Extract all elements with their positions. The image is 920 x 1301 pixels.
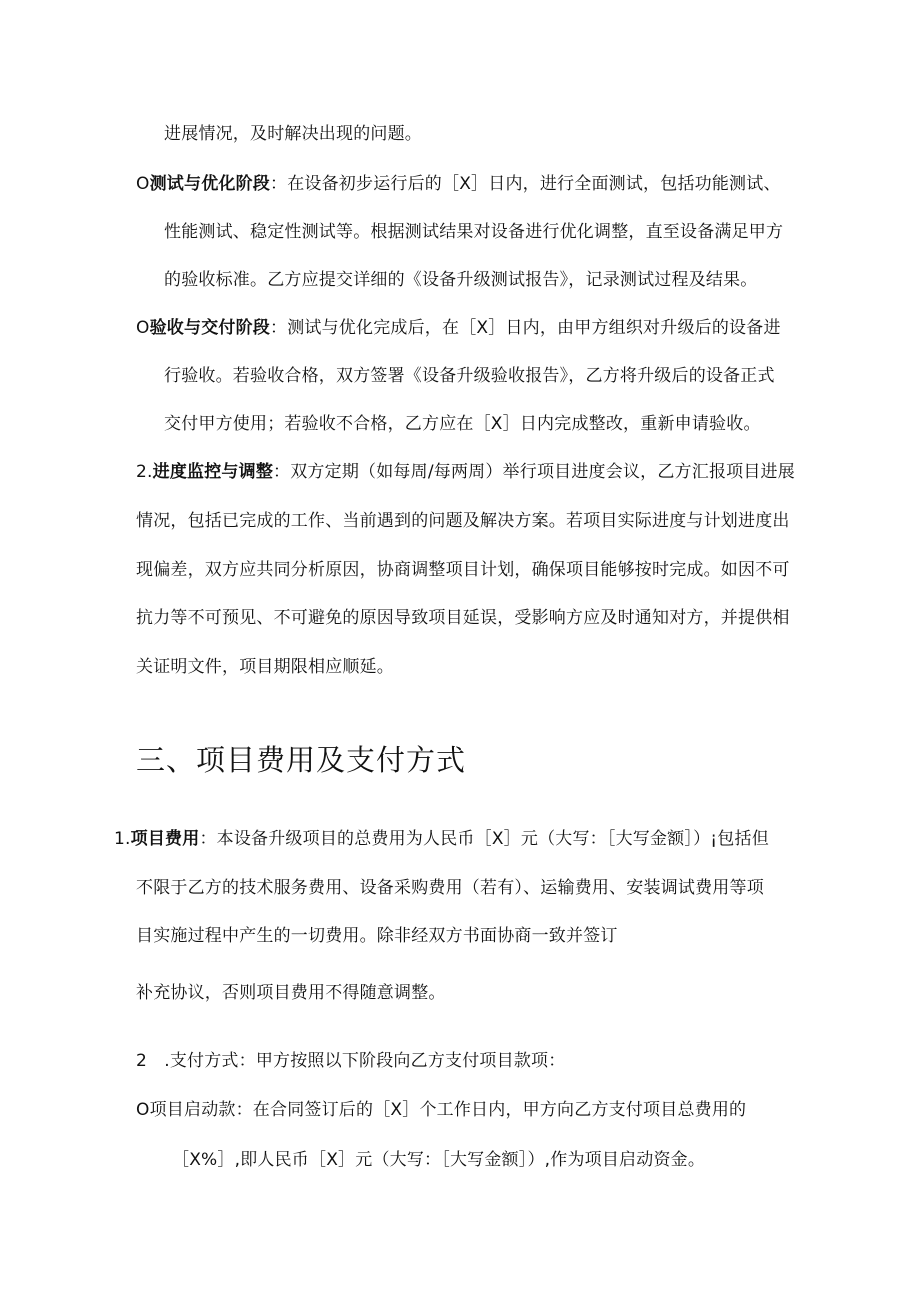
- testing-stage-label: 测试与优化阶段: [149, 174, 270, 194]
- testing-stage-text: ：在设备初步运行后的［X］日内，进行全面测试，包括功能测试、: [270, 174, 781, 194]
- testing-stage-line-1: [136, 171, 781, 197]
- fee-line-4: 补充协议，否则项目费用不得随意调整。: [136, 983, 446, 1003]
- progress-line-2: 情况，包括已完成的工作、当前遇到的问题及解决方案。若项目实际进度与计划进度出: [136, 511, 790, 531]
- testing-stage-line-3: 的验收标准。乙方应提交详细的《设备升级测试报告》，记录测试过程及结果。: [164, 270, 758, 290]
- fee-line-2: 不限于乙方的技术服务费用、设备采购费用（若有）、运输费用、安装调试费用等项: [136, 878, 764, 898]
- acceptance-stage-label: 验收与交付阶段: [149, 318, 270, 338]
- fee-text: ：本设备升级项目的总费用为人民币［X］元（大写：［大写金额］）¡包括但: [199, 829, 769, 849]
- acceptance-stage-text: ：测试与优化完成后，在［X］日内，由甲方组织对升级后的设备进: [270, 318, 781, 338]
- acceptance-stage-line-1: [136, 315, 781, 341]
- progress-text: ：双方定期（如每周/每两周）举行项目进度会议，乙方汇报项目进展: [273, 462, 795, 482]
- payment-method-line: 2 .支付方式：甲方按照以下阶段向乙方支付项目款项：: [136, 1051, 566, 1071]
- bullet-marker: O: [136, 318, 150, 338]
- testing-stage-line-2: 性能测试、稳定性测试等。根据测试结果对设备进行优化调整，直至设备满足甲方: [164, 222, 784, 242]
- bullet-marker: O: [136, 174, 150, 194]
- startup-payment-line-2: ［X%］,即人民币［X］元（大写：［大写金额］）,作为项目启动资金。: [172, 1150, 706, 1170]
- bullet-marker: O: [136, 1100, 150, 1120]
- progress-label: 进度监控与调整: [152, 462, 274, 482]
- acceptance-stage-line-2: 行验收。若验收合格，双方签署《设备升级验收报告》，乙方将升级后的设备正式: [164, 366, 775, 386]
- stage-paragraph-continuation: 进展情况，及时解决出现的问题。: [164, 124, 422, 144]
- startup-payment-line-1: [136, 1097, 746, 1123]
- fee-line-3: 目实施过程中产生的一切费用。除非经双方书面协商一致并签订: [136, 926, 618, 946]
- item-number: 2.: [136, 462, 153, 482]
- startup-payment-text: 项目启动款：在合同签订后的［X］个工作日内，甲方向乙方支付项目总费用的: [149, 1100, 747, 1120]
- progress-line-5: 关证明文件，项目期限相应顺延。: [136, 657, 394, 677]
- section-3-title: 三、项目费用及支付方式: [136, 743, 467, 777]
- fee-label: 项目费用: [130, 829, 200, 849]
- progress-line-1: [136, 459, 795, 485]
- fee-line-1: [114, 826, 769, 852]
- progress-line-3: 现偏差，双方应共同分析原因，协商调整项目计划，确保项目能够按时完成。如因不可: [136, 560, 790, 580]
- progress-line-4: 抗力等不可预见、不可避免的原因导致项目延误，受影响方应及时通知对方，并提供相: [136, 608, 790, 628]
- item-number: 1.: [114, 829, 131, 849]
- acceptance-stage-line-3: 交付甲方使用；若验收不合格，乙方应在［X］日内完成整改，重新申请验收。: [164, 414, 761, 434]
